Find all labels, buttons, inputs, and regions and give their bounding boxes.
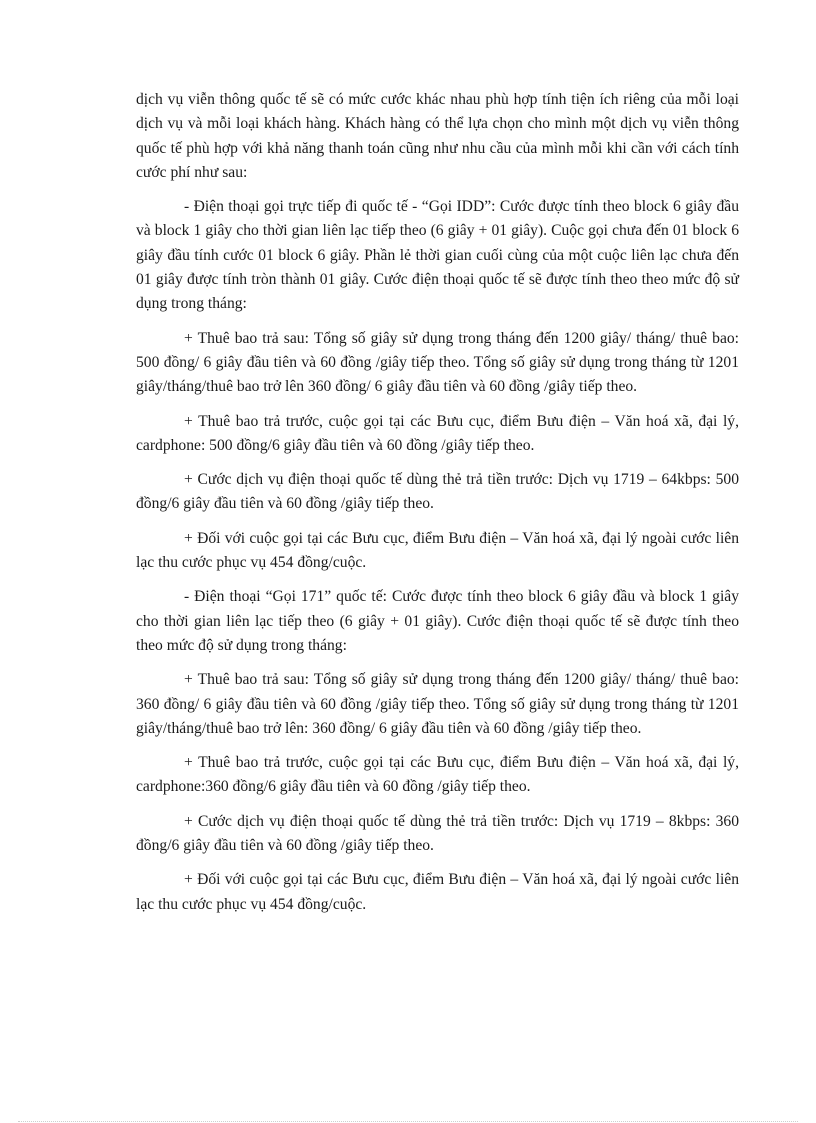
paragraph-171-call: - Điện thoại “Gọi 171” quốc tế: Cước được tính theo block 6 giây đầu và block 1 giây cho thời gian liên lạc tiếp theo (6 giây + 01 giây). Cước điện thoại quốc tế sẽ được tính theo theo mức độ sử dụng trong tháng:	[136, 588, 739, 654]
paragraph-171-service-fee: + Đối với cuộc gọi tại các Bưu cục, điểm Bưu điện – Văn hoá xã, đại lý ngoài cước liên lạc thu cước phục vụ 454 đồng/cuộc.	[136, 871, 739, 913]
paragraph-idd-card-1719-64kbps: + Cước dịch vụ điện thoại quốc tế dùng thẻ trả tiền trước: Dịch vụ 1719 – 64kbps: 500 đồng/6 giây đầu tiên và 60 đồng /giây tiếp theo.	[136, 471, 739, 513]
paragraph-idd-service-fee: + Đối với cuộc gọi tại các Bưu cục, điểm Bưu điện – Văn hoá xã, đại lý ngoài cước liên lạc thu cước phục vụ 454 đồng/cuộc.	[136, 529, 739, 572]
page-bottom-divider	[18, 1121, 798, 1122]
paragraph-idd-call: - Điện thoại gọi trực tiếp đi quốc tế - “Gọi IDD”: Cước được tính theo block 6 giây đầu và block 1 giây cho thời gian liên lạc tiếp theo (6 giây + 01 giây). Cuộc gọi chưa đến 01 block 6 giây đầu tính cước 01 block 6 giây. Phần lẻ thời gian cuối cùng của một cuộc liên lạc chưa đến 01 giây được tính tròn thành 01 giây. Cước điện thoại quốc tế sẽ được tính theo theo mức độ sử dụng trong tháng:	[136, 198, 739, 313]
paragraph-171-prepaid: + Thuê bao trả trước, cuộc gọi tại các Bưu cục, điểm Bưu điện – Văn hoá xã, đại lý, cardphone:360 đồng/6 giây đầu tiên và 60 đồng /giây tiếp theo.	[136, 754, 739, 796]
paragraph-idd-postpaid: + Thuê bao trả sau: Tổng số giây sử dụng trong tháng đến 1200 giây/ tháng/ thuê bao: 500 đồng/ 6 giây đầu tiên và 60 đồng /giây tiếp theo. Tổng số giây sử dụng trong tháng từ 1201 giây/tháng/thuê bao trở lên 360 đồng/ 6 giây đầu tiên và 60 đồng /giây tiếp theo.	[136, 329, 739, 396]
paragraph-intro-continued: dịch vụ viễn thông quốc tế sẽ có mức cước khác nhau phù hợp tính tiện ích riêng của mỗi loại dịch vụ và mỗi loại khách hàng. Khách hàng có thể lựa chọn cho mình một dịch vụ viễn thông quốc tế phù hợp với khả năng thanh toán cũng như nhu cầu của mình mỗi khi cần với cách tính cước phí như sau:	[136, 91, 739, 181]
paragraph-171-card-1719-8kbps: + Cước dịch vụ điện thoại quốc tế dùng thẻ trả tiền trước: Dịch vụ 1719 – 8kbps: 360 đồng/6 giây đầu tiên và 60 đồng /giây tiếp theo.	[136, 812, 739, 855]
paragraph-171-postpaid: + Thuê bao trả sau: Tổng số giây sử dụng trong tháng đến 1200 giây/ tháng/ thuê bao: 360 đồng/ 6 giây đầu tiên và 60 đồng /giây tiếp theo. Tổng số giây sử dụng trong tháng từ 1201 giây/tháng/thuê bao trở lên: 360 đồng/ 6 giây đầu tiên và 60 đồng /giây tiếp theo.	[136, 671, 739, 737]
document-page	[136, 88, 739, 927]
paragraph-idd-prepaid: + Thuê bao trả trước, cuộc gọi tại các Bưu cục, điểm Bưu điện – Văn hoá xã, đại lý, cardphone: 500 đồng/6 giây đầu tiên và 60 đồng /giây tiếp theo.	[136, 412, 739, 454]
